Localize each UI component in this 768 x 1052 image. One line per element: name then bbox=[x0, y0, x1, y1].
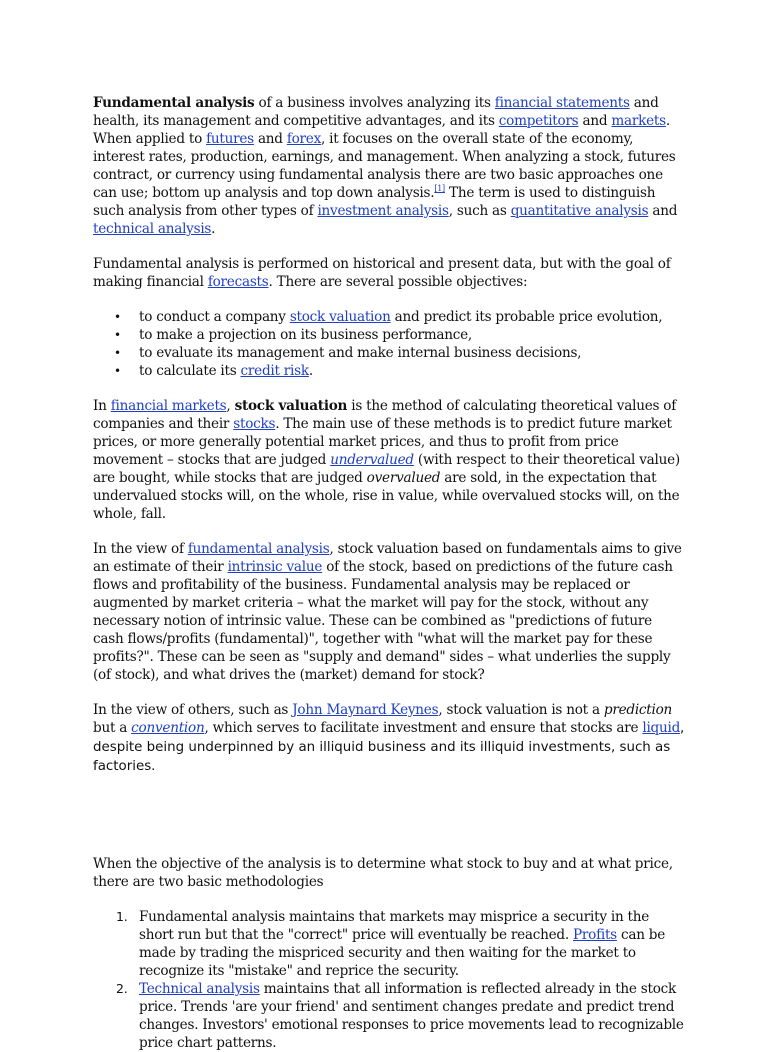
link-stocks[interactable]: stocks bbox=[233, 416, 276, 432]
italic-term: overvalued bbox=[366, 470, 441, 486]
link-stock-valuation[interactable]: stock valuation bbox=[289, 309, 391, 325]
link-futures[interactable]: futures bbox=[206, 131, 254, 147]
bold-term: Fundamental analysis bbox=[93, 95, 255, 111]
link-investment-analysis[interactable]: investment analysis bbox=[317, 203, 449, 219]
link-profits[interactable]: Profits bbox=[573, 927, 617, 943]
link-forecasts[interactable]: forecasts bbox=[207, 274, 269, 290]
link-fundamental-analysis[interactable]: fundamental analysis bbox=[187, 541, 330, 557]
link-credit-risk[interactable]: credit risk bbox=[240, 363, 309, 379]
link-undervalued[interactable]: undervalued bbox=[330, 452, 414, 468]
link-john-maynard-keynes[interactable]: John Maynard Keynes bbox=[292, 702, 439, 718]
document-page bbox=[93, 94, 685, 1052]
link-technical-analysis-2[interactable]: Technical analysis bbox=[139, 981, 260, 997]
link-markets[interactable]: markets bbox=[611, 113, 666, 129]
blank-space bbox=[93, 793, 685, 855]
paragraph-methodologies: When the objective of the analysis is to determine what stock to buy and at what price, there are two basic methodologies bbox=[93, 856, 673, 890]
list-item: 1. Fundamental analysis maintains that markets may misprice a security in the short run but that the "correct" price will eventually be reached. Profits can be made by trading the mispriced security and then waiting for the market to recognize its "mistake" and reprice the security. bbox=[116, 909, 666, 979]
paragraph-objectives: Fundamental analysis is performed on historical and present data, but with the goal of making financial forecasts. There are several possible objectives: bbox=[93, 256, 671, 290]
list-number: 2. bbox=[116, 981, 128, 996]
link-intrinsic-value[interactable]: intrinsic value bbox=[227, 559, 323, 575]
methodologies-list bbox=[93, 908, 685, 1052]
list-item: • to calculate its credit risk. bbox=[93, 362, 685, 380]
objectives-list bbox=[93, 308, 685, 380]
list-item: 2. Technical analysis maintains that all information is reflected already in the stock price. Trends 'are your friend' and sentiment changes predate and predict trend changes. Investors' emotional responses to price movements lead to recognizable price chart patterns. bbox=[116, 981, 684, 1051]
reference-link[interactable]: [1] bbox=[434, 184, 445, 193]
paragraph-stock-valuation: In financial markets, stock valuation is the method of calculating theoretical values of companies and their stocks. The main use of these methods is to predict future market prices, or more generally potential market prices, and thus to profit from price movement – stocks that are judged undervalued (with respect to their theoretical value) are bought, while stocks that are judged overvalued are sold, in the expectation that undervalued stocks will, on the whole, rise in value, while overvalued stocks will, on the whole, fall. bbox=[93, 398, 680, 522]
link-competitors[interactable]: competitors bbox=[498, 113, 579, 129]
list-item: • to conduct a company stock valuation and predict its probable price evolution, bbox=[93, 308, 685, 326]
link-financial-statements[interactable]: financial statements bbox=[494, 95, 630, 111]
list-item: • to evaluate its management and make internal business decisions, bbox=[93, 344, 685, 362]
list-number: 1. bbox=[116, 909, 128, 924]
link-technical-analysis[interactable]: technical analysis bbox=[93, 221, 212, 237]
bold-term: stock valuation bbox=[234, 398, 348, 414]
paragraph-intro: Fundamental analysis of a business involves analyzing its financial statements and health, its management and competitive advantages, and its competitors and markets. When applied to futures and forex, it focuses on the overall state of the economy, interest rates, production, earnings, and management. When analyzing a stock, futures contract, or currency using fundamental analysis there are two basic approaches one can use; bottom up analysis and top down analysis.[1] The term is used to distinguish such analysis from other types of investment analysis, such as quantitative analysis and technical analysis. bbox=[93, 95, 678, 237]
link-quantitative-analysis[interactable]: quantitative analysis bbox=[510, 203, 649, 219]
link-forex[interactable]: forex bbox=[286, 131, 322, 147]
italic-term: prediction bbox=[603, 702, 673, 718]
link-liquid[interactable]: liquid bbox=[642, 720, 681, 736]
paragraph-keynes-view: In the view of others, such as John Maynard Keynes, stock valuation is not a prediction but a convention, which serves to facilitate investment and ensure that stocks are liquid, despite being underpinned by an illiquid business and its illiquid investments, such as factories. bbox=[93, 702, 685, 774]
list-item: • to make a projection on its business performance, bbox=[93, 326, 685, 344]
link-financial-markets[interactable]: financial markets bbox=[110, 398, 227, 414]
paragraph-fundamental-view: In the view of fundamental analysis, stock valuation based on fundamentals aims to give an estimate of their intrinsic value of the stock, based on predictions of the future cash flows and profitability of the business. Fundamental analysis may be replaced or augmented by market criteria – what the market will pay for the stock, without any necessary notion of intrinsic value. These can be combined as "predictions of future cash flows/profits (fundamental)", together with "what will the market pay for these profits?". These can be seen as "supply and demand" sides – what underlies the supply (of stock), and what drives the (market) demand for stock? bbox=[93, 541, 682, 683]
link-convention[interactable]: convention bbox=[131, 720, 205, 736]
